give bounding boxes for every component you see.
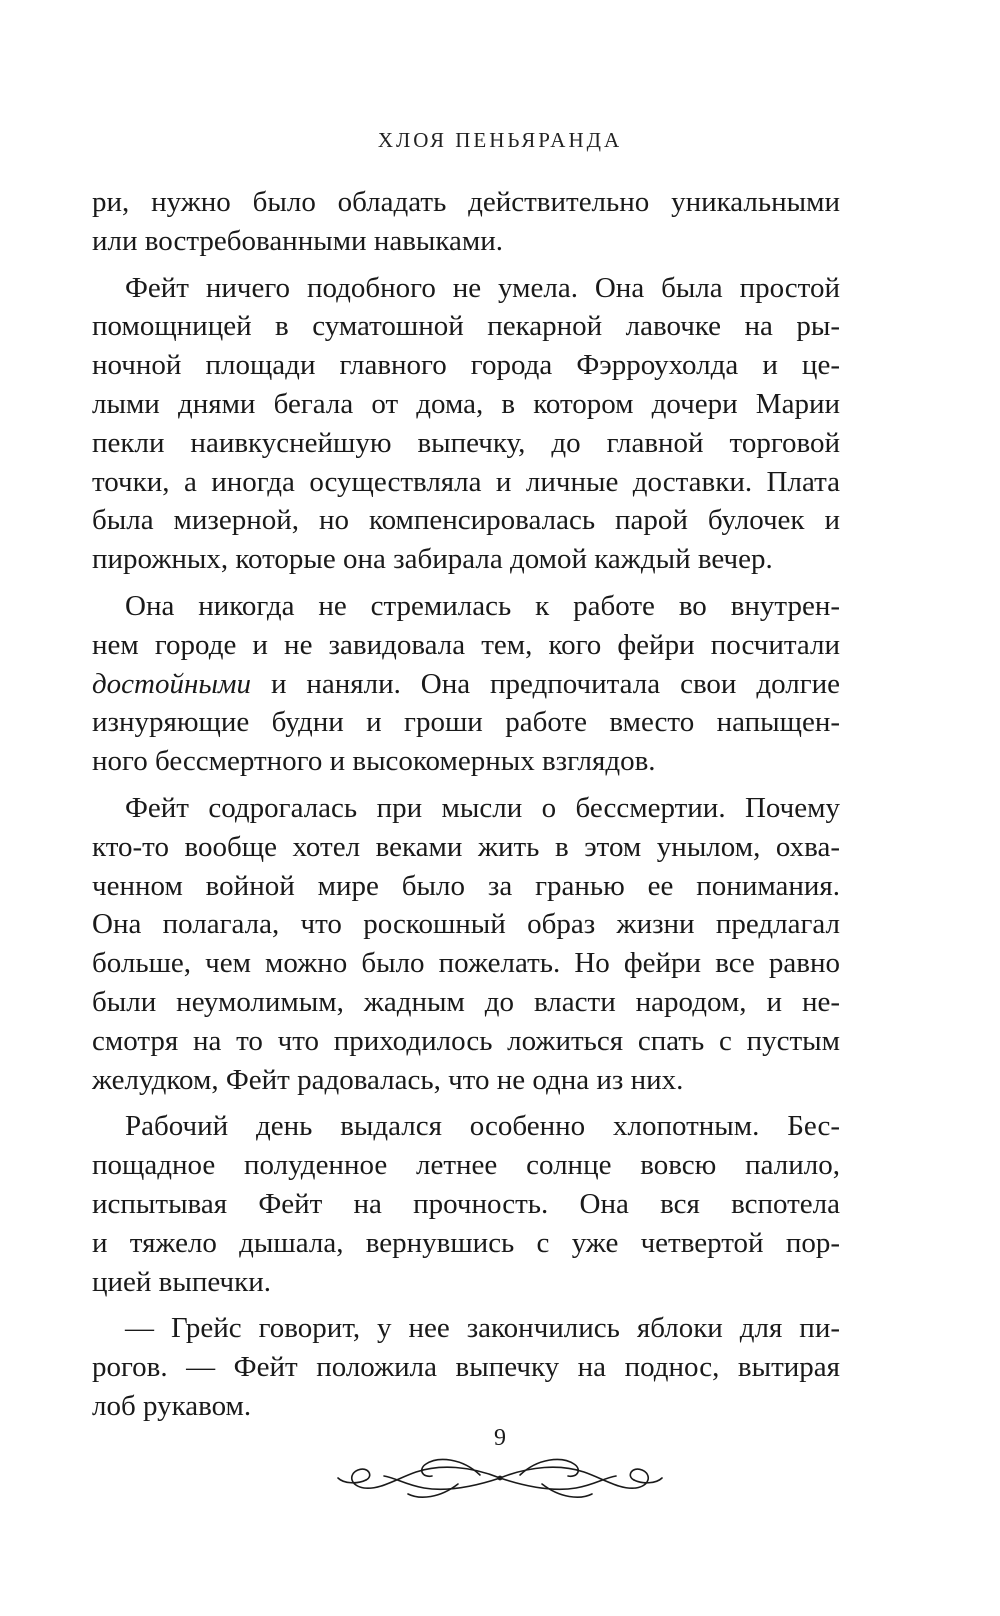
text-line-with-italic — [92, 665, 840, 704]
text-line: пирожных, которые она забирала домой каждый вечер. — [92, 543, 773, 576]
text-line: смотря на то что приходилось ложиться спать с пустым — [92, 1024, 840, 1057]
text-line: испытывая Фейт на прочность. Она вся вспотела — [92, 1187, 840, 1220]
text-line: лоб рукавом. — [92, 1389, 252, 1422]
running-header: ХЛОЯ ПЕНЬЯРАНДА — [377, 128, 623, 152]
text-line: были неумолимым, жадным до власти народом, и не- — [92, 985, 840, 1018]
decorative-flourish-icon — [330, 1448, 670, 1506]
text-line: ченном войной мире было за гранью ее понимания. — [92, 869, 840, 902]
text-line: кто-то вообще хотел веками жить в этом унылом, охва- — [92, 830, 840, 863]
paragraph — [92, 269, 840, 579]
text-line: точки, а иногда осуществляла и личные доставки. Плата — [92, 465, 840, 498]
body-text — [92, 183, 840, 1426]
paragraph — [92, 1107, 840, 1301]
text-line: цией выпечки. — [92, 1265, 271, 1298]
text-line: Рабочий день выдался особенно хлопотным. Бес- — [125, 1110, 840, 1143]
text-run: и наняли. Она предпочитала свои долгие — [251, 667, 840, 700]
text-line: лыми днями бегала от дома, в котором дочери Марии — [92, 387, 840, 420]
text-line: Она полагала, что роскошный образ жизни предлагал — [92, 908, 840, 941]
text-line: ночной площади главного города Фэрроухолда и це- — [92, 349, 840, 382]
text-line: ного бессмертного и высокомерных взглядов. — [92, 745, 656, 778]
text-line: была мизерной, но компенсировалась парой булочек и — [92, 504, 840, 537]
text-line: больше, чем можно было пожелать. Но фейри все равно — [92, 947, 840, 980]
text-line: нем городе и не завидовала тем, кого фейри посчитали — [92, 628, 840, 661]
text-line: пекли наивкуснейшую выпечку, до главной торговой — [92, 426, 840, 459]
text-line: пощадное полуденное летнее солнце вовсю палило, — [92, 1149, 840, 1182]
text-line: и тяжело дышала, вернувшись с уже четвертой пор- — [92, 1226, 840, 1259]
paragraph — [92, 789, 840, 1099]
paragraph — [92, 587, 840, 781]
italic-word: достойными — [92, 667, 252, 700]
text-line: изнуряющие будни и гроши работе вместо напыщен- — [92, 706, 840, 739]
text-line: Фейт содрогалась при мысли о бессмертии. Почему — [125, 791, 840, 824]
page-number: 9 — [494, 1425, 506, 1451]
text-line: Фейт ничего подобного не умела. Она была простой — [125, 271, 840, 304]
text-line: помощницей в суматошной пекарной лавочке на ры- — [92, 310, 840, 343]
text-line: Она никогда не стремилась к работе во внутрен- — [125, 589, 840, 622]
paragraph — [92, 183, 840, 261]
text-line: или востребованными навыками. — [92, 224, 504, 257]
text-line: ри, нужно было обладать действительно уникальными — [92, 186, 840, 218]
text-line: рогов. — Фейт положила выпечку на поднос, вытирая — [92, 1351, 840, 1384]
text-line: желудком, Фейт радовалась, что не одна из них. — [92, 1063, 684, 1096]
text-line: — Грейс говорит, у нее закончились яблоки для пи- — [125, 1312, 840, 1345]
paragraph — [92, 1309, 840, 1425]
